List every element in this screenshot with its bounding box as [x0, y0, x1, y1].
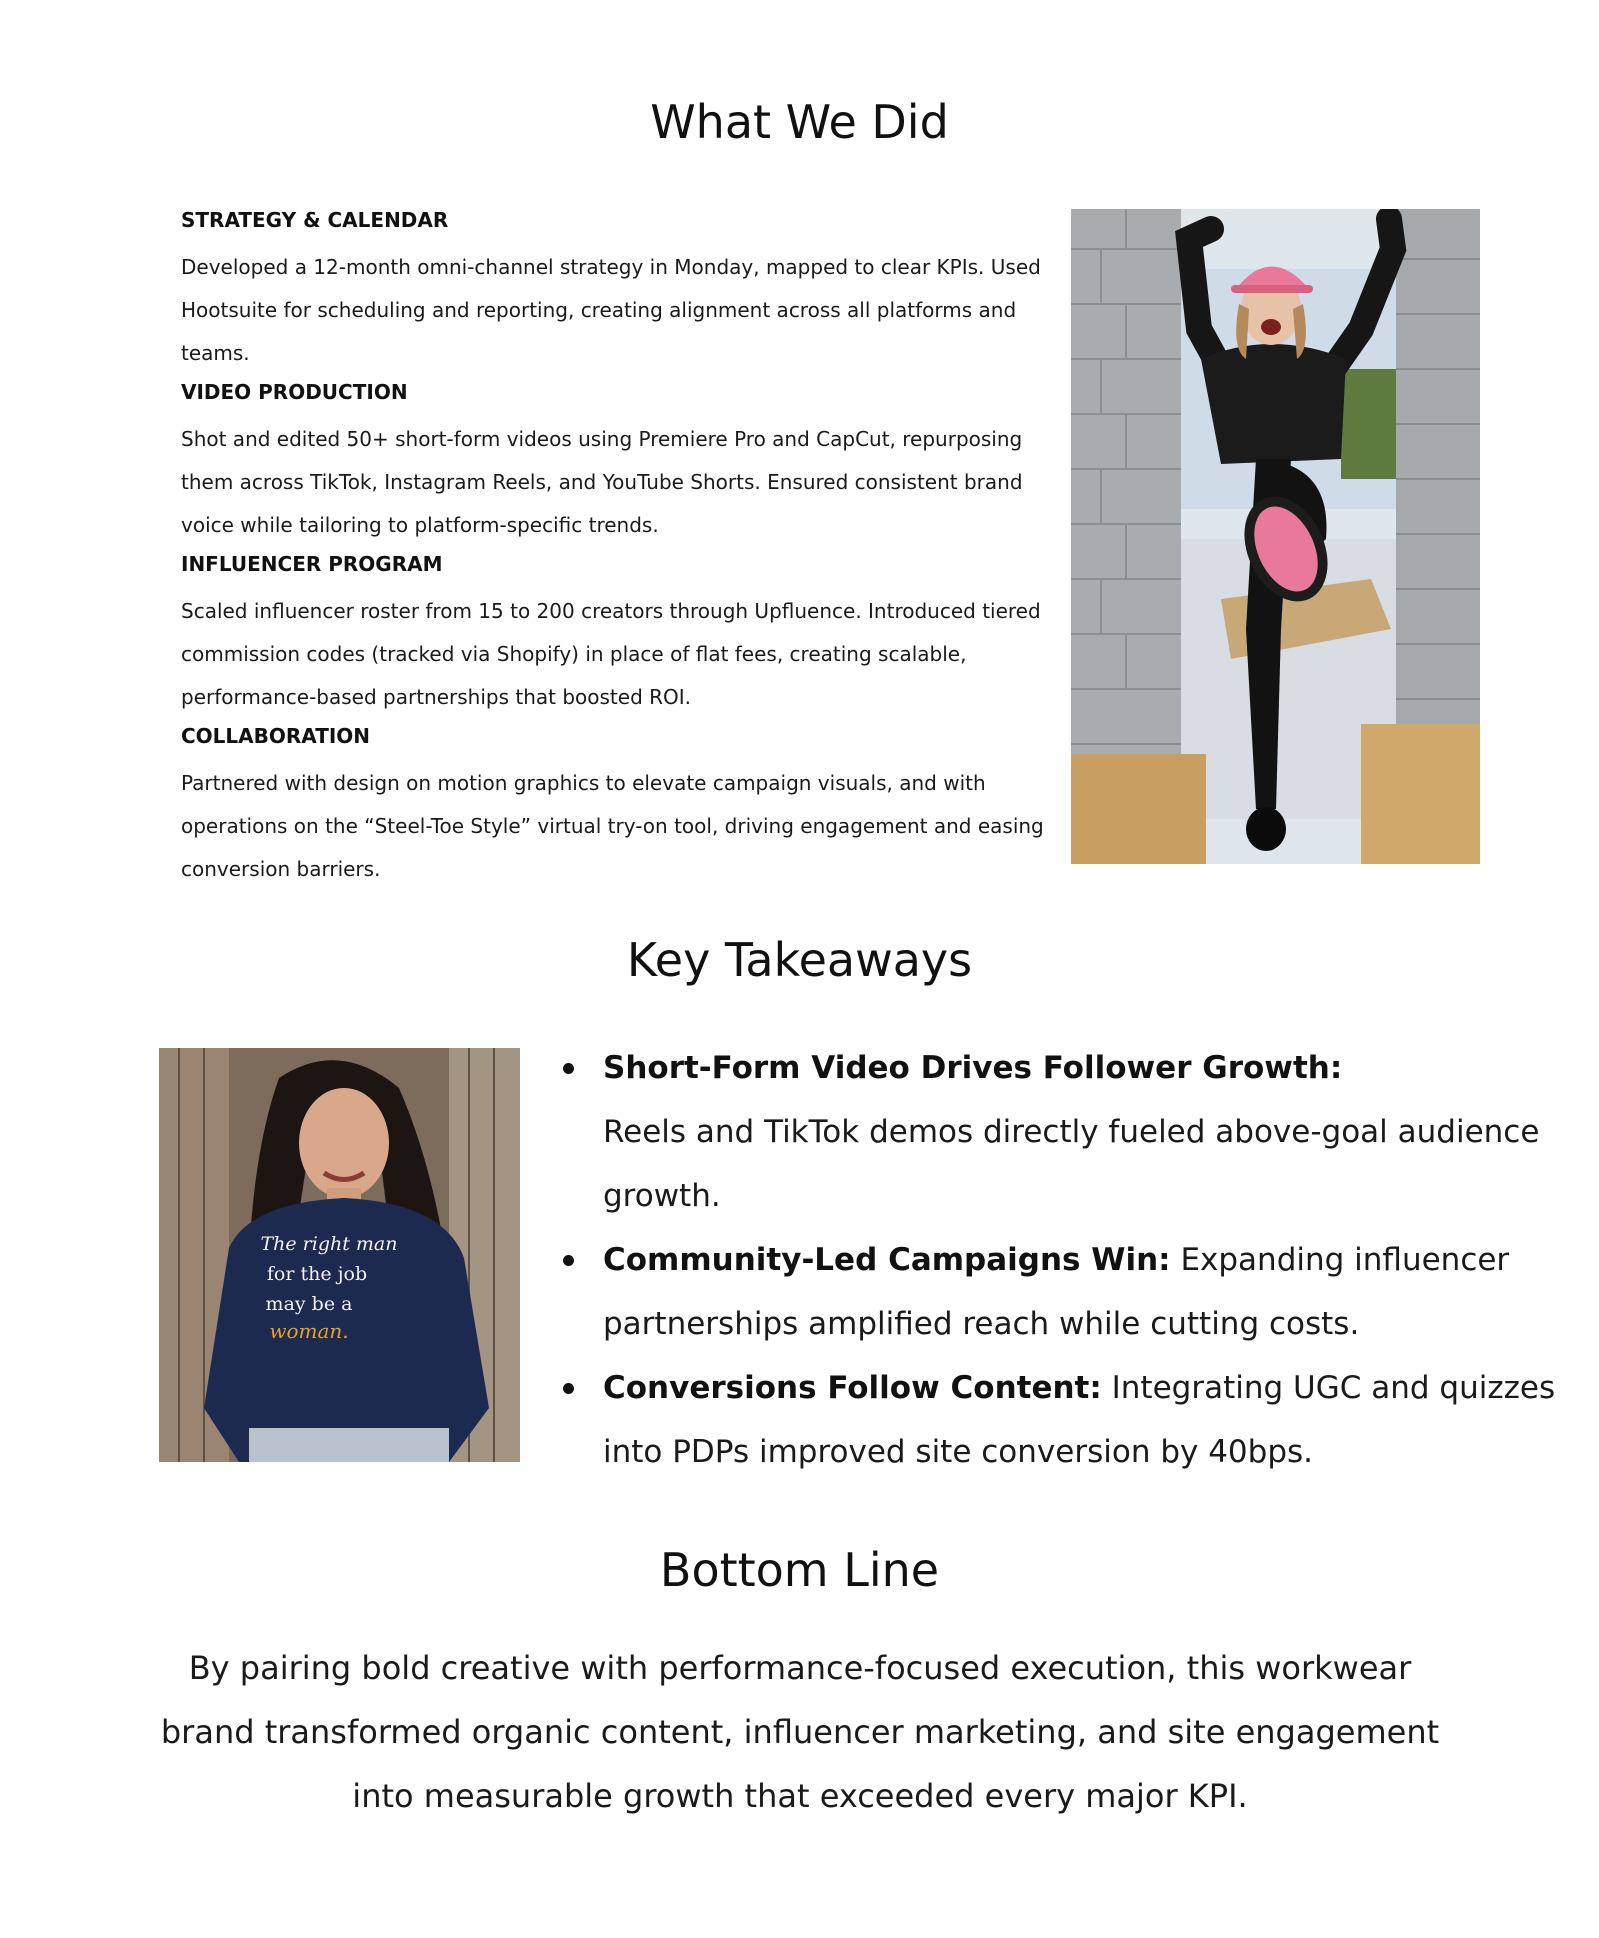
- takeaway-text: Reels and TikTok demos directly fueled above-goal audience growth.: [603, 1114, 1540, 1214]
- list-item: [563, 1228, 1563, 1356]
- print-line-4: woman.: [269, 1319, 349, 1343]
- takeaway-bold: Conversions Follow Content:: [603, 1370, 1102, 1406]
- strategy-heading: STRATEGY & CALENDAR: [181, 208, 449, 232]
- takeaway-bold: Short-Form Video Drives Follower Growth:: [603, 1050, 1343, 1086]
- list-item: [563, 1036, 1563, 1228]
- bullet-icon: [563, 1383, 574, 1394]
- takeaway-text: Expanding influencer partnerships amplified reach while cutting costs.: [603, 1242, 1510, 1342]
- print-line-1: The right man: [260, 1233, 398, 1255]
- collaboration-heading: COLLABORATION: [181, 724, 371, 748]
- influencer-program-text: Scaled influencer roster from 15 to 200 creators through Upfluence. Introduced tiered commission codes (tracked via Shopify) in place of flat fees, creating scalable, performance-based partnerships that boosted ROI.: [181, 599, 1041, 709]
- strategy-text: Developed a 12-month omni-channel strategy in Monday, mapped to clear KPIs. Used Hootsuite for scheduling and reporting, creating alignment across all platforms and teams.: [181, 255, 1041, 365]
- section-title-what-we-did: What We Did: [650, 95, 949, 149]
- bottom-line-text: By pairing bold creative with performance-focused execution, this workwear brand transformed organic content, influencer marketing, and site engagement into measurable growth that exceeded every major KPI.: [160, 1649, 1440, 1815]
- influencer-program-heading: INFLUENCER PROGRAM: [181, 552, 443, 576]
- section-title-key-takeaways: Key Takeaways: [626, 933, 973, 987]
- takeaway-bold: Community-Led Campaigns Win:: [603, 1242, 1171, 1278]
- worker-photo-illustration: [1071, 209, 1480, 864]
- video-production-heading: VIDEO PRODUCTION: [181, 380, 408, 404]
- section-title-bottom-line: Bottom Line: [659, 1543, 940, 1597]
- takeaway-text: Integrating UGC and quizzes into PDPs improved site conversion by 40bps.: [603, 1370, 1556, 1470]
- print-line-3: may be a: [265, 1293, 353, 1315]
- key-takeaways-list: [563, 1036, 1563, 1484]
- video-production-text: Shot and edited 50+ short-form videos using Premiere Pro and CapCut, repurposing them across TikTok, Instagram Reels, and YouTube Shorts. Ensured consistent brand voice while tailoring to platform-specific trends.: [181, 427, 1023, 537]
- what-we-did-list: [181, 205, 1051, 891]
- sweatshirt-photo: [159, 1048, 520, 1462]
- collaboration-text: Partnered with design on motion graphics to elevate campaign visuals, and with operations on the “Steel-Toe Style” virtual try-on tool, driving engagement and easing conversion barriers.: [181, 771, 1044, 881]
- sweatshirt-photo-illustration: [159, 1048, 520, 1462]
- print-line-2: for the job: [266, 1263, 368, 1285]
- worker-photo: [1071, 209, 1480, 864]
- list-item: [563, 1356, 1563, 1484]
- bullet-icon: [563, 1063, 574, 1074]
- bullet-icon: [563, 1255, 574, 1266]
